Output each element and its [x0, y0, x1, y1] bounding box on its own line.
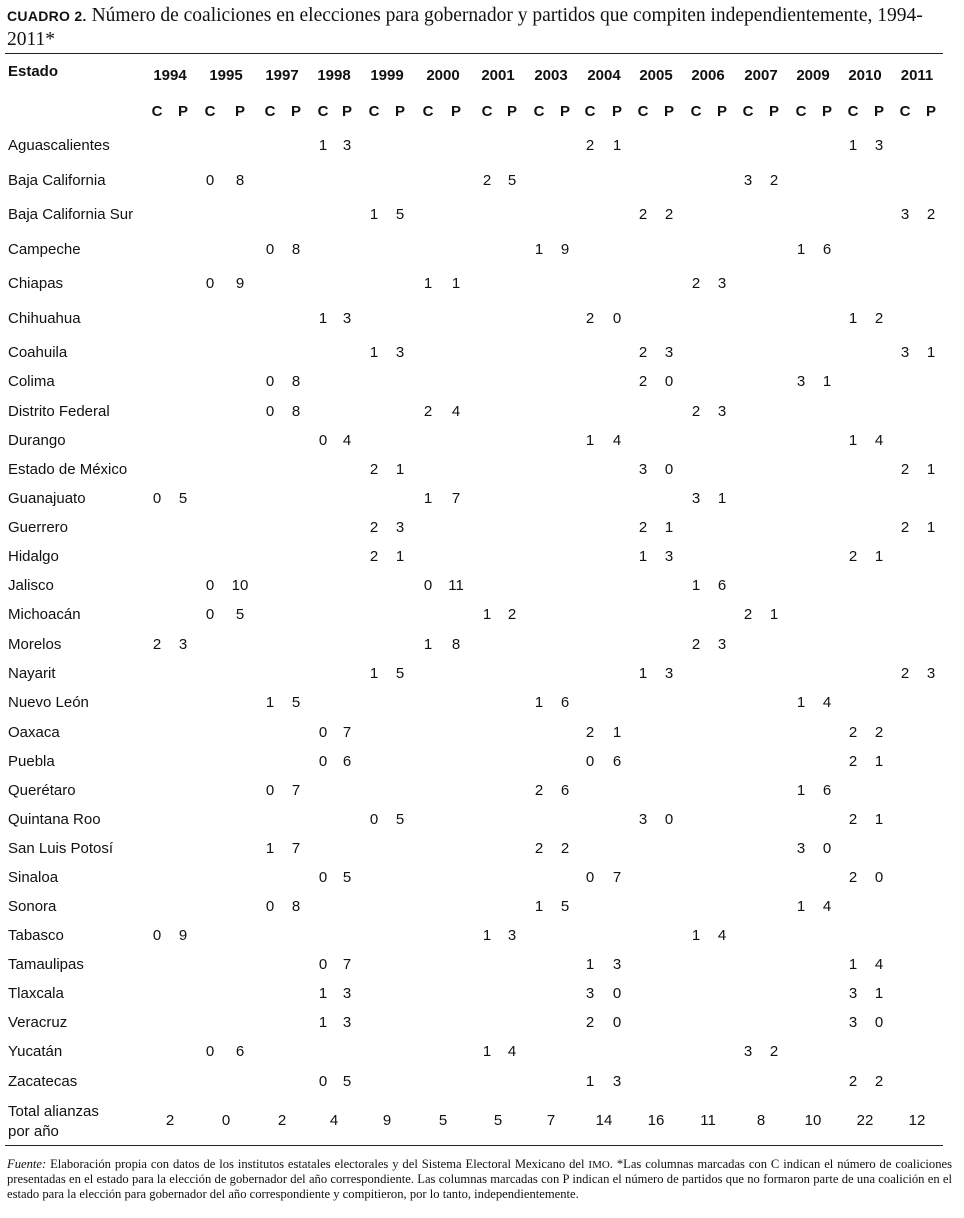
state-name: Sinaloa	[8, 869, 59, 886]
cell-c: 1	[534, 241, 544, 258]
cell-c: 2	[638, 373, 648, 390]
cell-c: 3	[900, 206, 910, 223]
subheader-c: C	[584, 103, 596, 120]
caption-text: Número de coaliciones en elecciones para gobernador y partidos que compiten independientemente, 1994-2011*	[7, 5, 923, 50]
cell-p: 3	[178, 636, 188, 653]
cell-c: 0	[318, 753, 328, 770]
cell-p: 0	[612, 310, 622, 327]
top-rule	[5, 53, 943, 54]
cell-p: 5	[395, 811, 405, 828]
subheader-p: P	[177, 103, 189, 120]
cell-p: 1	[926, 461, 936, 478]
cell-c: 2	[848, 548, 858, 565]
subheader-c: C	[899, 103, 911, 120]
cell-c: 1	[691, 927, 701, 944]
cell-c: 1	[534, 694, 544, 711]
cell-c: 0	[318, 956, 328, 973]
cell-p: 7	[612, 869, 622, 886]
cell-c: 1	[796, 694, 806, 711]
cell-p: 2	[926, 206, 936, 223]
cell-c: 2	[423, 403, 433, 420]
cell-p: 3	[926, 665, 936, 682]
cell-p: 3	[664, 344, 674, 361]
cell-p: 6	[560, 694, 570, 711]
state-name: Aguascalientes	[8, 137, 110, 154]
cell-c: 3	[691, 490, 701, 507]
cell-p: 2	[874, 724, 884, 741]
cell-c: 2	[534, 840, 544, 857]
state-name: Distrito Federal	[8, 403, 110, 420]
state-name: Chihuahua	[8, 310, 81, 327]
cell-c: 0	[265, 241, 275, 258]
cell-c: 1	[318, 1014, 328, 1031]
year-header: 2000	[426, 67, 460, 84]
cell-c: 3	[638, 461, 648, 478]
cell-p: 0	[664, 373, 674, 390]
total-value: 12	[908, 1112, 926, 1129]
footnote-source-label: Fuente:	[7, 1157, 47, 1171]
cell-c: 2	[534, 782, 544, 799]
cell-c: 1	[796, 241, 806, 258]
cell-p: 2	[874, 310, 884, 327]
cell-p: 6	[717, 577, 727, 594]
year-header: 2003	[534, 67, 568, 84]
year-header: 1997	[265, 67, 299, 84]
cell-p: 1	[822, 373, 832, 390]
cell-p: 6	[822, 241, 832, 258]
cell-p: 3	[612, 956, 622, 973]
state-name: Guanajuato	[8, 490, 86, 507]
cell-c: 1	[369, 344, 379, 361]
cell-p: 3	[342, 137, 352, 154]
cell-c: 1	[369, 206, 379, 223]
cell-p: 6	[822, 782, 832, 799]
cell-p: 4	[612, 432, 622, 449]
cell-p: 1	[395, 548, 405, 565]
cell-p: 1	[874, 548, 884, 565]
subheader-c: C	[368, 103, 380, 120]
year-header: 2010	[848, 67, 882, 84]
cell-c: 1	[796, 782, 806, 799]
cell-c: 2	[848, 869, 858, 886]
cell-c: 1	[638, 548, 648, 565]
cell-p: 3	[874, 137, 884, 154]
cell-p: 10	[231, 577, 249, 594]
cell-p: 8	[451, 636, 461, 653]
cell-p: 1	[874, 985, 884, 1002]
year-header: 2001	[481, 67, 515, 84]
cell-p: 1	[926, 344, 936, 361]
cell-p: 6	[560, 782, 570, 799]
cell-p: 3	[612, 1073, 622, 1090]
cell-c: 2	[152, 636, 162, 653]
total-value: 2	[277, 1112, 287, 1129]
cell-p: 8	[291, 373, 301, 390]
state-name: Tlaxcala	[8, 985, 64, 1002]
state-name: Oaxaca	[8, 724, 60, 741]
state-name: Veracruz	[8, 1014, 68, 1031]
total-value: 4	[329, 1112, 339, 1129]
cell-p: 4	[874, 432, 884, 449]
subheader-p: P	[394, 103, 406, 120]
subheader-c: C	[481, 103, 493, 120]
cell-p: 8	[291, 898, 301, 915]
cell-c: 1	[585, 1073, 595, 1090]
state-name: Zacatecas	[8, 1073, 78, 1090]
subheader-p: P	[290, 103, 302, 120]
cell-p: 5	[395, 665, 405, 682]
state-name: Nayarit	[8, 665, 56, 682]
cell-c: 0	[265, 403, 275, 420]
year-header: 1994	[153, 67, 187, 84]
cell-p: 1	[395, 461, 405, 478]
cell-c: 1	[848, 310, 858, 327]
cell-p: 7	[342, 724, 352, 741]
subheader-p: P	[450, 103, 462, 120]
cell-p: 9	[235, 275, 245, 292]
cell-c: 3	[796, 373, 806, 390]
state-name: Campeche	[8, 241, 81, 258]
cell-p: 0	[612, 985, 622, 1002]
year-header: 1998	[317, 67, 351, 84]
cell-c: 0	[205, 172, 215, 189]
cell-p: 2	[874, 1073, 884, 1090]
cell-p: 1	[664, 519, 674, 536]
subheader-p: P	[663, 103, 675, 120]
cell-c: 2	[691, 403, 701, 420]
state-name: Jalisco	[8, 577, 54, 594]
cell-c: 1	[482, 1043, 492, 1060]
cell-p: 3	[664, 548, 674, 565]
cell-c: 2	[369, 519, 379, 536]
year-header: 2006	[691, 67, 725, 84]
state-name: Coahuila	[8, 344, 68, 361]
subheader-p: P	[341, 103, 353, 120]
cell-p: 4	[822, 898, 832, 915]
state-name: Tabasco	[8, 927, 64, 944]
cell-p: 7	[291, 782, 301, 799]
cell-c: 1	[848, 956, 858, 973]
year-header: 1999	[370, 67, 404, 84]
cell-p: 5	[178, 490, 188, 507]
state-name: Yucatán	[8, 1043, 63, 1060]
cell-c: 0	[369, 811, 379, 828]
state-name: Nuevo León	[8, 694, 89, 711]
year-header: 2011	[900, 67, 934, 84]
cell-p: 3	[507, 927, 517, 944]
cell-p: 7	[342, 956, 352, 973]
cell-c: 1	[638, 665, 648, 682]
cell-c: 0	[152, 490, 162, 507]
cell-c: 1	[585, 432, 595, 449]
total-label-line1: Total alianzas	[8, 1103, 99, 1120]
cell-p: 3	[342, 1014, 352, 1031]
cell-p: 3	[717, 636, 727, 653]
cell-c: 3	[585, 985, 595, 1002]
cell-c: 0	[585, 869, 595, 886]
subheader-c: C	[795, 103, 807, 120]
cell-p: 7	[451, 490, 461, 507]
cell-p: 2	[769, 172, 779, 189]
cell-p: 3	[717, 275, 727, 292]
cell-c: 1	[265, 694, 275, 711]
cell-p: 4	[451, 403, 461, 420]
cell-p: 2	[769, 1043, 779, 1060]
cell-c: 1	[265, 840, 275, 857]
cell-c: 2	[848, 1073, 858, 1090]
subheader-c: C	[847, 103, 859, 120]
year-header: 2004	[587, 67, 621, 84]
total-value: 14	[595, 1112, 613, 1129]
cell-p: 4	[874, 956, 884, 973]
cell-c: 1	[848, 137, 858, 154]
total-value: 5	[493, 1112, 503, 1129]
cell-p: 2	[664, 206, 674, 223]
total-value: 8	[756, 1112, 766, 1129]
cell-c: 3	[796, 840, 806, 857]
cell-c: 1	[423, 275, 433, 292]
cell-p: 0	[664, 461, 674, 478]
cell-c: 1	[534, 898, 544, 915]
total-value: 5	[438, 1112, 448, 1129]
subheader-p: P	[611, 103, 623, 120]
state-name: Colima	[8, 373, 55, 390]
cell-c: 1	[585, 956, 595, 973]
bottom-rule	[5, 1145, 943, 1146]
total-value: 0	[221, 1112, 231, 1129]
cell-p: 3	[395, 519, 405, 536]
cell-c: 2	[638, 519, 648, 536]
subheader-c: C	[637, 103, 649, 120]
cell-c: 0	[152, 927, 162, 944]
cell-p: 3	[664, 665, 674, 682]
cell-c: 2	[900, 665, 910, 682]
cell-p: 8	[235, 172, 245, 189]
cell-p: 1	[451, 275, 461, 292]
state-name: San Luis Potosí	[8, 840, 114, 857]
state-name: Tamaulipas	[8, 956, 84, 973]
state-name: Michoacán	[8, 606, 81, 623]
subheader-p: P	[716, 103, 728, 120]
cell-p: 6	[342, 753, 352, 770]
cell-p: 5	[235, 606, 245, 623]
cell-c: 1	[796, 898, 806, 915]
cell-c: 0	[205, 606, 215, 623]
state-name: Baja California Sur	[8, 206, 134, 223]
cell-p: 2	[507, 606, 517, 623]
cell-c: 1	[318, 137, 328, 154]
cell-p: 1	[717, 490, 727, 507]
cell-c: 1	[318, 985, 328, 1002]
cell-c: 0	[423, 577, 433, 594]
cell-p: 0	[822, 840, 832, 857]
cell-p: 0	[874, 869, 884, 886]
cell-p: 0	[664, 811, 674, 828]
cell-c: 1	[423, 490, 433, 507]
cell-p: 1	[769, 606, 779, 623]
cell-p: 9	[560, 241, 570, 258]
cell-c: 3	[848, 985, 858, 1002]
subheader-p: P	[873, 103, 885, 120]
cell-c: 3	[743, 1043, 753, 1060]
subheader-c: C	[422, 103, 434, 120]
subheader-c: C	[742, 103, 754, 120]
year-header: 2005	[639, 67, 673, 84]
state-name: Quintana Roo	[8, 811, 101, 828]
cell-c: 2	[482, 172, 492, 189]
cell-c: 2	[900, 519, 910, 536]
subheader-p: P	[559, 103, 571, 120]
cell-c: 1	[369, 665, 379, 682]
state-name: Sonora	[8, 898, 57, 915]
footnote	[7, 1157, 952, 1201]
cell-p: 1	[926, 519, 936, 536]
cell-c: 0	[318, 1073, 328, 1090]
subheader-p: P	[821, 103, 833, 120]
cell-p: 5	[560, 898, 570, 915]
state-name: Morelos	[8, 636, 62, 653]
subheader-c: C	[264, 103, 276, 120]
total-value: 22	[856, 1112, 874, 1129]
cell-c: 0	[265, 373, 275, 390]
cell-c: 2	[369, 461, 379, 478]
cell-c: 1	[848, 432, 858, 449]
cell-p: 3	[395, 344, 405, 361]
year-header: 2007	[744, 67, 778, 84]
cell-c: 2	[369, 548, 379, 565]
cell-c: 2	[848, 811, 858, 828]
footnote-text-a: Elaboración propia con datos de los institutos estatales electorales y del Sistema Electoral Mexicano del	[46, 1157, 589, 1171]
cell-c: 0	[265, 898, 275, 915]
table-caption	[7, 4, 952, 51]
cell-p: 3	[342, 310, 352, 327]
subheader-c: C	[533, 103, 545, 120]
cell-c: 3	[848, 1014, 858, 1031]
cell-p: 2	[560, 840, 570, 857]
cell-c: 2	[848, 753, 858, 770]
cell-c: 2	[848, 724, 858, 741]
cell-c: 2	[638, 206, 648, 223]
cell-c: 0	[205, 577, 215, 594]
subheader-p: P	[234, 103, 246, 120]
cell-p: 1	[612, 137, 622, 154]
cell-p: 4	[717, 927, 727, 944]
cell-c: 0	[205, 275, 215, 292]
cell-c: 1	[423, 636, 433, 653]
cell-p: 3	[717, 403, 727, 420]
cell-p: 5	[395, 206, 405, 223]
cell-p: 0	[612, 1014, 622, 1031]
cell-p: 9	[178, 927, 188, 944]
cell-c: 0	[585, 753, 595, 770]
cell-p: 0	[874, 1014, 884, 1031]
cell-c: 2	[585, 1014, 595, 1031]
cell-c: 2	[638, 344, 648, 361]
total-value: 9	[382, 1112, 392, 1129]
cell-c: 2	[585, 310, 595, 327]
state-name: Hidalgo	[8, 548, 59, 565]
footnote-abbr: IMO	[588, 1159, 610, 1171]
cell-p: 3	[342, 985, 352, 1002]
cell-p: 6	[235, 1043, 245, 1060]
cell-c: 1	[482, 927, 492, 944]
cell-p: 4	[507, 1043, 517, 1060]
state-name: Puebla	[8, 753, 55, 770]
cell-c: 2	[585, 724, 595, 741]
cell-p: 1	[612, 724, 622, 741]
cell-p: 5	[291, 694, 301, 711]
cell-p: 1	[874, 753, 884, 770]
stub-header: Estado	[8, 63, 59, 80]
state-name: Baja California	[8, 172, 106, 189]
cell-c: 3	[638, 811, 648, 828]
cell-p: 11	[448, 577, 464, 594]
state-name: Guerrero	[8, 519, 69, 536]
subheader-c: C	[204, 103, 216, 120]
cell-p: 7	[291, 840, 301, 857]
state-name: Chiapas	[8, 275, 64, 292]
cell-c: 2	[691, 636, 701, 653]
state-name: Querétaro	[8, 782, 76, 799]
cell-p: 8	[291, 241, 301, 258]
total-value: 7	[546, 1112, 556, 1129]
cell-c: 1	[482, 606, 492, 623]
cell-p: 5	[342, 869, 352, 886]
cell-c: 0	[205, 1043, 215, 1060]
cell-p: 5	[507, 172, 517, 189]
footnote-text-b: . *Las columnas marcadas con C indican el número de coaliciones presentadas en el estado para la elección de gobernador del año correspondiente. Las columnas marcadas con P indican el número de partidos que no formaron parte de una coalición en el estado para la elección para gobernador del año correspondiente y compitieron, por lo tanto, independientemente.	[7, 1157, 952, 1201]
cell-p: 4	[342, 432, 352, 449]
total-label-line2: por año	[8, 1123, 59, 1140]
cell-p: 5	[342, 1073, 352, 1090]
caption-label: CUADRO 2.	[7, 8, 87, 24]
subheader-c: C	[317, 103, 329, 120]
cell-c: 3	[900, 344, 910, 361]
cell-c: 2	[585, 137, 595, 154]
subheader-p: P	[925, 103, 937, 120]
total-value: 16	[647, 1112, 665, 1129]
subheader-c: C	[690, 103, 702, 120]
cell-c: 1	[318, 310, 328, 327]
cell-c: 1	[691, 577, 701, 594]
total-value: 2	[165, 1112, 175, 1129]
subheader-c: C	[151, 103, 163, 120]
cell-p: 1	[874, 811, 884, 828]
cell-c: 2	[900, 461, 910, 478]
cell-c: 3	[743, 172, 753, 189]
year-header: 2009	[796, 67, 830, 84]
cell-c: 0	[265, 782, 275, 799]
subheader-p: P	[768, 103, 780, 120]
cell-c: 0	[318, 724, 328, 741]
total-value: 11	[700, 1112, 716, 1129]
cell-c: 2	[691, 275, 701, 292]
state-name: Durango	[8, 432, 66, 449]
cell-p: 8	[291, 403, 301, 420]
cell-c: 0	[318, 869, 328, 886]
cell-p: 6	[612, 753, 622, 770]
year-header: 1995	[209, 67, 243, 84]
cell-c: 0	[318, 432, 328, 449]
state-name: Estado de México	[8, 461, 128, 478]
total-value: 10	[804, 1112, 822, 1129]
cell-p: 4	[822, 694, 832, 711]
cell-c: 2	[743, 606, 753, 623]
subheader-p: P	[506, 103, 518, 120]
